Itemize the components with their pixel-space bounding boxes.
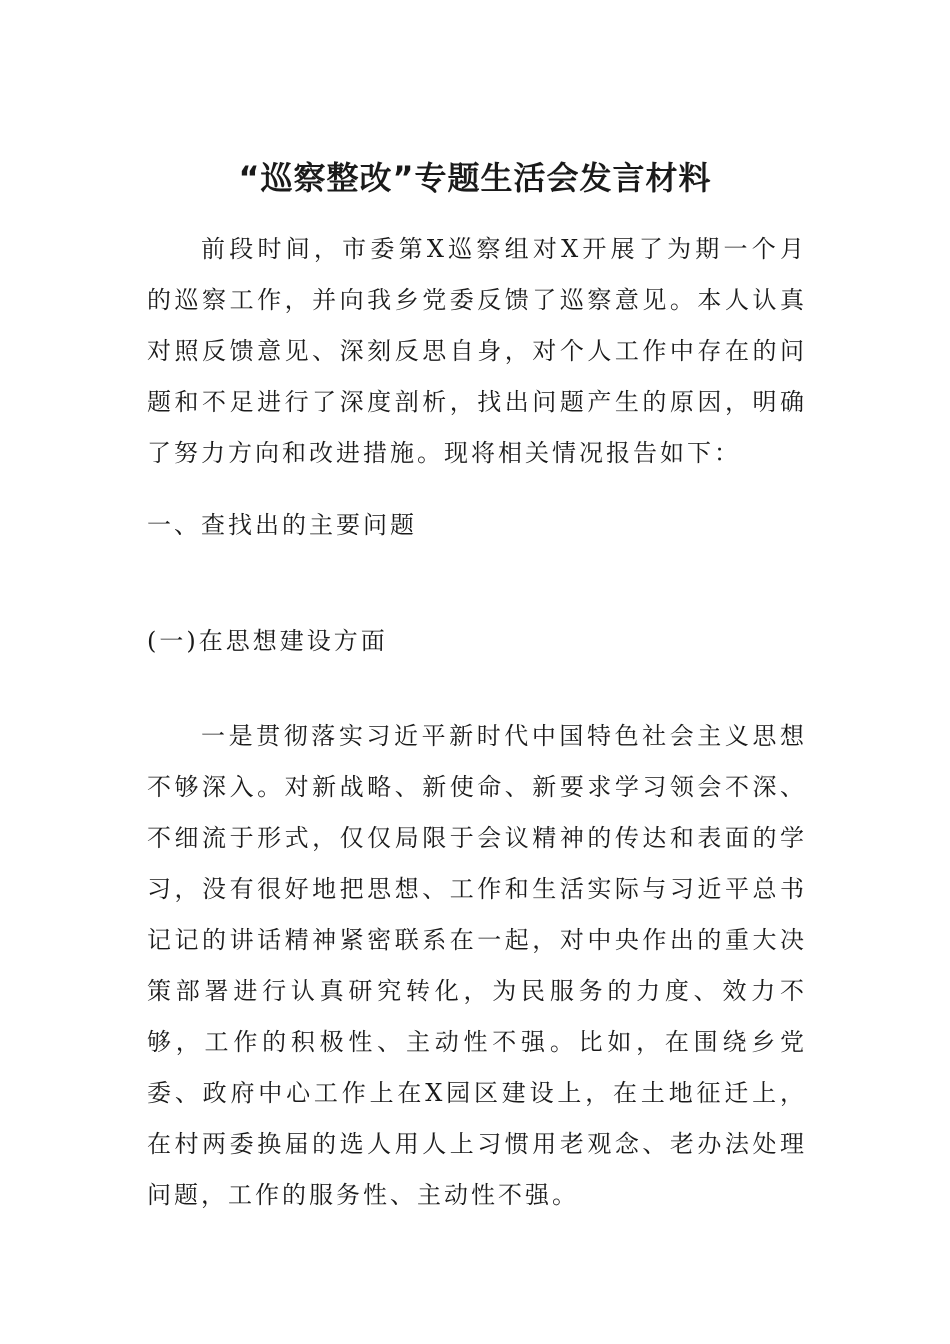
body-paragraph: 一是贯彻落实习近平新时代中国特色社会主义思想不够深入。对新战略、新使命、新要求学习领会不深、不细流于形式，仅仅局限于会议精神的传达和表面的学习，没有很好地把思想、工作和生活实际与习近平总书记记的讲话精神紧密联系在一起，对中央作出的重大决策部署进行认真研究转化，为民服务的力度、效力不够，工作的积极性、主动性不强。比如，在围绕乡党委、政府中心工作上在X园区建设上，在土地征迁上，在村两委换届的选人用人上习惯用老观念、老办法处理问题，工作的服务性、主动性不强。 [147, 722, 807, 1209]
intro-paragraph: 前段时间，市委第X巡察组对X开展了为期一个月的巡察工作，并向我乡党委反馈了巡察意见。本人认真对照反馈意见、深刻反思自身，对个人工作中存在的问题和不足进行了深度剖析，找出问题产生的原因，明确了努力方向和改进措施。现将相关情况报告如下： [147, 235, 807, 467]
subsection-heading-1: (一)在思想建设方面 [147, 627, 388, 655]
section-heading-1: 一、查找出的主要问题 [147, 511, 417, 539]
document-title: “巡察整改”专题生活会发言材料 [238, 159, 712, 197]
